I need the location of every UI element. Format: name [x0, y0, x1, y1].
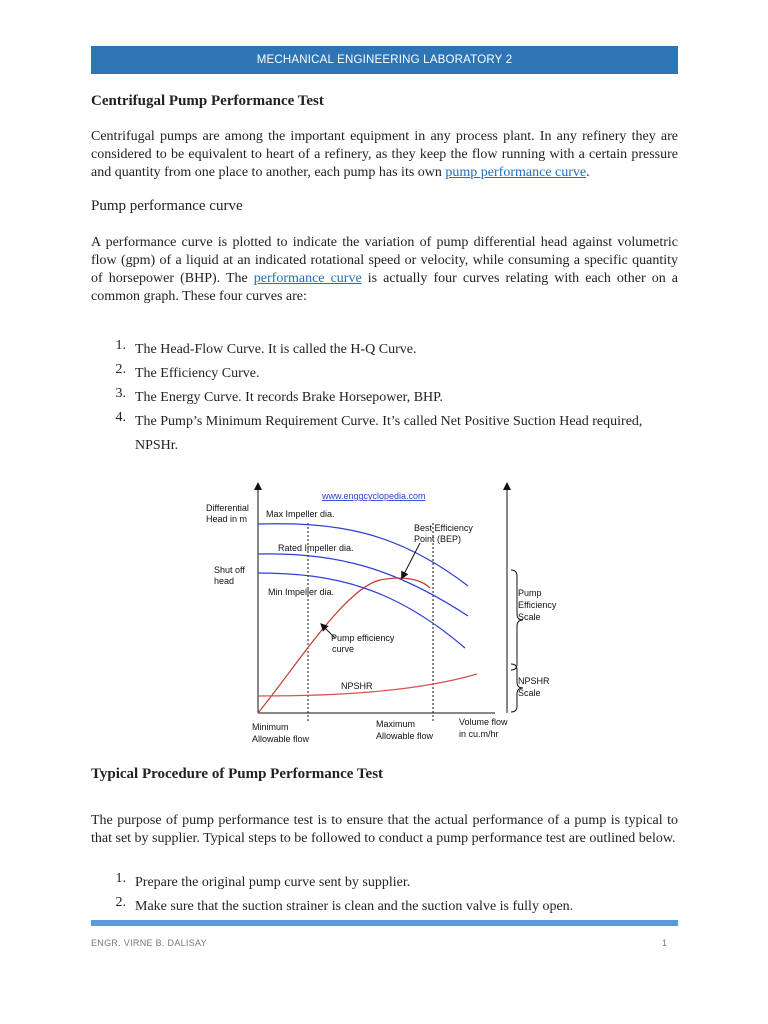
volume-flow-label: in cu.m/hr [459, 729, 499, 739]
max-flow-label: Maximum [376, 719, 416, 729]
rated-impeller-label: Rated Impeller dia. [278, 543, 354, 553]
source-watermark: www.enggcyclopedia.com [322, 491, 426, 501]
npshr-scale-label: Scale [518, 688, 541, 698]
list-item [91, 362, 678, 386]
pump-performance-curve-link[interactable]: pump performance curve [445, 165, 587, 180]
list-number: 1. [115, 871, 126, 886]
intro-text-end: . [586, 165, 590, 180]
intro-text: Centrifugal pumps are among the important equipment in any process plant. In any refinery they are considered to be equivalent to heart of a refinery, as they keep the flow running with a certain pressure and quantity from one place to another, each pump has its own [91, 129, 678, 180]
y-axis-label: Differential [206, 503, 249, 513]
pump-performance-diagram [195, 478, 575, 748]
list-item [91, 871, 678, 895]
bep-label: Best Efficiency [414, 523, 473, 533]
footer-page-number: 1 [662, 938, 668, 948]
section-title-performance-curve: Pump performance curve [91, 198, 243, 214]
list-number: 2. [115, 895, 126, 910]
pump-efficiency-scale-label: Pump [518, 588, 542, 598]
bep-label: Point (BEP) [414, 534, 462, 544]
list-item [91, 895, 678, 919]
four-curves-list [91, 338, 678, 458]
volume-flow-label: Volume flow [459, 717, 508, 727]
pump-efficiency-scale-label: Efficiency [518, 600, 557, 610]
min-flow-label: Allowable flow [252, 734, 310, 744]
list-item [91, 386, 678, 410]
page-header: MECHANICAL ENGINEERING LABORATORY 2 [91, 46, 678, 74]
max-flow-label: Allowable flow [376, 731, 434, 741]
footer-rule [91, 920, 678, 926]
performance-curve-link[interactable]: performance curve [253, 271, 362, 286]
npshr-label: NPSHR [341, 681, 373, 691]
shutoff-head-label: Shut off [214, 565, 245, 575]
list-number: 2. [115, 362, 126, 377]
list-item [91, 410, 678, 458]
list-number: 3. [115, 386, 126, 401]
procedure-paragraph: The purpose of pump performance test is to ensure that the actual performance of a pump is typical to that set by supplier. Typical steps to be followed to conduct a pump performance test are outlined below. [91, 813, 678, 846]
rated-impeller-curve [258, 554, 468, 616]
footer-author: ENGR. VIRNE B. DALISAY [91, 938, 207, 948]
efficiency-curve-label: Pump efficiency [331, 633, 395, 643]
procedure-steps-list [91, 871, 678, 919]
min-impeller-label: Min Impeller dia. [268, 587, 335, 597]
performance-curve-paragraph [91, 234, 678, 306]
section-title-centrifugal-pump: Centrifugal Pump Performance Test [91, 93, 324, 109]
npshr-scale-label: NPSHR [518, 676, 550, 686]
intro-paragraph [91, 128, 678, 182]
section-title-procedure: Typical Procedure of Pump Performance Test [91, 766, 384, 782]
list-text: The Pump’s Minimum Requirement Curve. It’s called Net Positive Suction Head required, NPSHr. [135, 414, 643, 453]
perf-text-end: is actually four curves relating with each other on a common graph. These four curves are: [91, 271, 679, 304]
list-text: The Efficiency Curve. [135, 366, 260, 381]
list-item [91, 338, 678, 362]
list-number: 1. [115, 338, 126, 353]
list-number: 4. [115, 410, 126, 425]
perf-text: A performance curve is plotted to indicate the variation of pump differential head against volumetric flow (gpm) of a liquid at an indicated rotational speed or velocity, while consuming a specific quantity of horsepower (BHP). The [91, 235, 678, 286]
shutoff-head-label: head [214, 576, 235, 586]
list-text: The Energy Curve. It records Brake Horsepower, BHP. [135, 390, 443, 405]
min-flow-label: Minimum [252, 722, 289, 732]
pump-efficiency-scale-label: Scale [518, 612, 541, 622]
list-text: Prepare the original pump curve sent by supplier. [135, 875, 411, 890]
efficiency-curve-label: curve [332, 644, 355, 654]
max-impeller-label: Max Impeller dia. [266, 509, 335, 519]
list-text: The Head-Flow Curve. It is called the H-Q Curve. [135, 342, 417, 357]
y-axis-label: Head in m [206, 514, 248, 524]
list-text: Make sure that the suction strainer is clean and the suction valve is fully open. [135, 899, 574, 914]
